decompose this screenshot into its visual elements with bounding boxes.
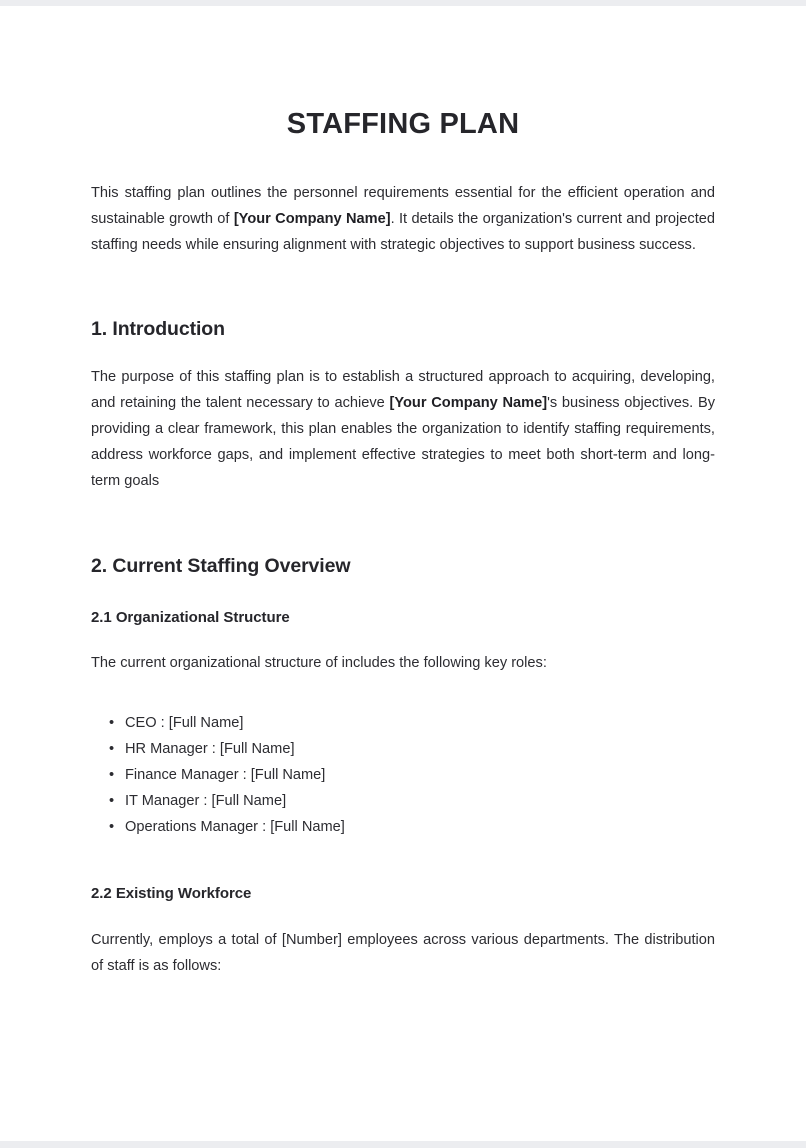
list-item: • HR Manager : [Full Name]	[109, 736, 715, 762]
introduction-paragraph	[91, 364, 715, 494]
introduction-paragraph-text-before: The purpose of this staffing plan is to establish a structured approach to acquiring, developing, and retaining the talent necessary to achieve	[91, 369, 715, 412]
list-item: • Operations Manager : [Full Name]	[109, 814, 715, 840]
spacer	[91, 494, 715, 554]
key-roles-list	[91, 710, 715, 840]
spacer	[91, 579, 715, 608]
intro-company-name-placeholder: [Your Company Name]	[233, 210, 391, 227]
spacer	[91, 341, 715, 364]
list-item: • IT Manager : [Full Name]	[109, 788, 715, 814]
spacer	[91, 904, 715, 927]
spacer	[91, 676, 715, 710]
existing-workforce-paragraph: Currently, employs a total of [Number] employees across various departments. The distribution of staff is as follows:	[91, 931, 715, 974]
intro-paragraph-text-after: . It details the organization's current and projected staffing needs while ensuring alignment with strategic objectives to support business success.	[91, 210, 715, 253]
subsection-heading-organizational-structure: 2.1 Organizational Structure	[91, 608, 290, 626]
section-heading-current-staffing-overview: 2. Current Staffing Overview	[91, 555, 351, 578]
page-title: STAFFING PLAN	[286, 108, 520, 140]
introduction-paragraph-text-after: 's business objectives. By providing a clear framework, this plan enables the organization to identify staffing requirements, address workforce gaps, and implement effective strategies to meet both short-term and long-term goals	[91, 395, 715, 490]
intro-paragraph	[91, 180, 715, 258]
organizational-structure-paragraph: The current organizational structure of includes the following key roles:	[91, 655, 547, 672]
spacer	[91, 258, 715, 317]
page-bottom-edge-band	[0, 1141, 806, 1148]
document-content-area	[0, 6, 806, 1141]
spacer	[91, 840, 715, 884]
introduction-company-name-placeholder: [Your Company Name]	[389, 395, 548, 412]
section-heading-introduction: 1. Introduction	[91, 317, 225, 340]
spacer	[91, 627, 715, 650]
subsection-heading-existing-workforce: 2.2 Existing Workforce	[91, 885, 252, 903]
list-item: • CEO : [Full Name]	[109, 710, 715, 736]
intro-paragraph-text-before: This staffing plan outlines the personnel requirements essential for the efficient operation and sustainable growth of	[91, 184, 715, 227]
list-item: • Finance Manager : [Full Name]	[109, 762, 715, 788]
